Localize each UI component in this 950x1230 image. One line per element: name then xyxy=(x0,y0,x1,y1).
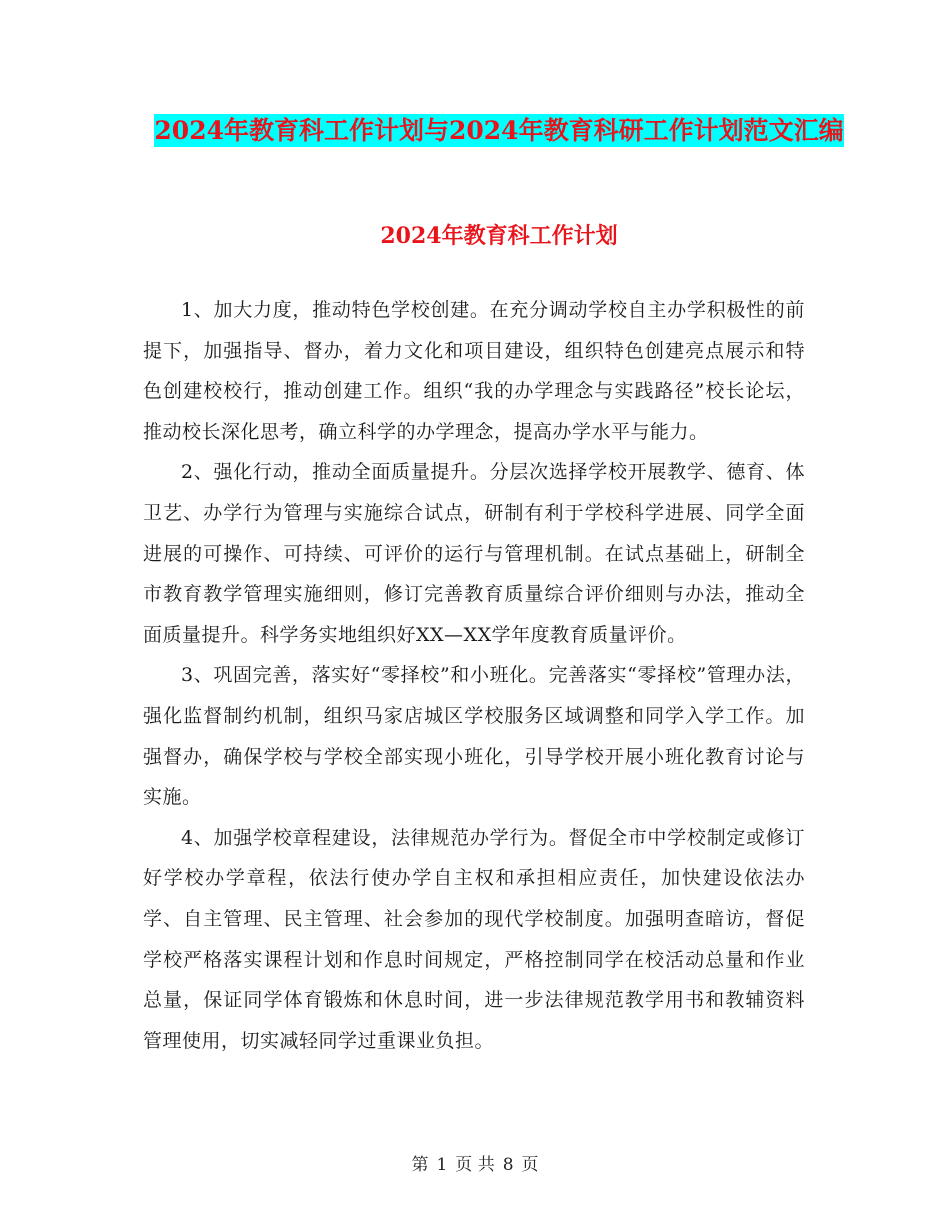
document-body xyxy=(143,290,805,1061)
section-title: 2024年教育科工作计划 xyxy=(380,223,618,249)
document-title xyxy=(140,108,858,154)
footer-page-number: 1 xyxy=(436,1155,448,1175)
footer-total-pages: 8 xyxy=(502,1155,514,1175)
footer-middle: 页 共 xyxy=(455,1155,495,1175)
paragraph-1: 1、加大力度，推动特色学校创建。在充分调动学校自主办学积极性的前提下，加强指导、督办，着力文化和项目建设，组织特色创建亮点展示和特色创建校校行，推动创建工作。组织“我的办学理念与实践路径”校长论坛，推动校长深化思考，确立科学的办学理念，提高办学水平与能力。 xyxy=(143,299,805,443)
footer-suffix: 页 xyxy=(521,1155,539,1175)
page-footer xyxy=(0,1150,950,1175)
paragraph-2: 2、强化行动，推动全面质量提升。分层次选择学校开展教学、德育、体卫艺、办学行为管理与实施综合试点，研制有利于学校科学进展、同学全面进展的可操作、可持续、可评价的运行与管理机制。在试点基础上，研制全市教育教学管理实施细则，修订完善教育质量综合评价细则与办法，推动全面质量提升。科学务实地组织好XX—XX学年度教育质量评价。 xyxy=(143,461,805,646)
paragraph-4: 4、加强学校章程建设，法律规范办学行为。督促全市中学校制定或修订好学校办学章程，依法行使办学自主权和承担相应责任，加快建设依法办学、自主管理、民主管理、社会参加的现代学校制度。加强明查暗访，督促学校严格落实课程计划和作息时间规定，严格控制同学在校活动总量和作业总量，保证同学体育锻炼和休息时间，进一步法律规范教学用书和教辅资料管理使用，切实减轻同学过重课业负担。 xyxy=(143,826,805,1052)
paragraph-3: 3、巩固完善，落实好“零择校”和小班化。完善落实“零择校”管理办法，强化监督制约机制，组织马家店城区学校服务区域调整和同学入学工作。加强督办，确保学校与学校全部实现小班化，引导学校开展小班化教育讨论与实施。 xyxy=(143,664,805,809)
document-title-text: 2024年教育科工作计划与2024年教育科研工作计划范文汇编 xyxy=(154,116,844,145)
footer-prefix: 第 xyxy=(411,1155,429,1175)
